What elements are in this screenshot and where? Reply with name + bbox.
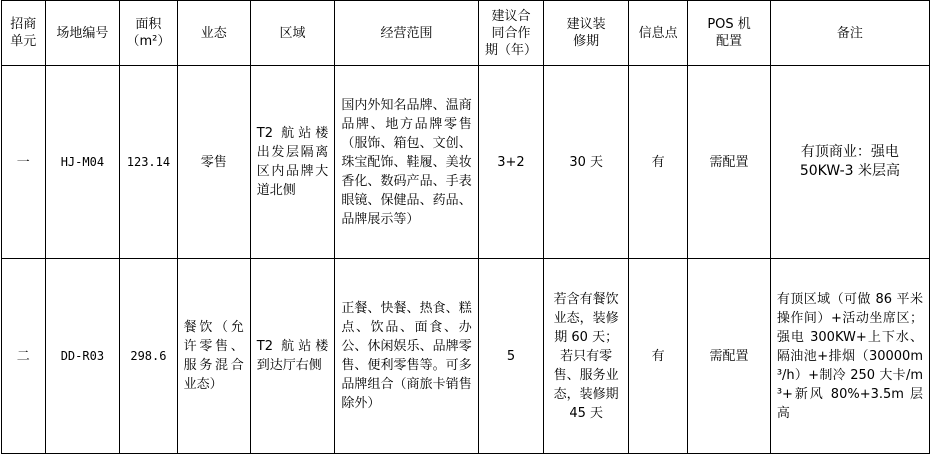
header-area: 面积 （m²）	[120, 1, 177, 66]
header-fitout-period: 建议装 修期	[544, 1, 629, 66]
cell-site-code: HJ-M04	[45, 66, 120, 259]
cell-fitout-period: 若含有餐饮业态，装修期 60 天；若只有零售、服务业态，装修期 45 天	[544, 259, 629, 454]
cell-remarks: 有顶区域（可做 86 平米操作间）+活动坐席区；强电 300KW+上下水、隔油池+排烟（30000m³/h）+制冷 250 大卡/m³+新风 80%+3.5m 层高	[770, 259, 929, 454]
header-remarks: 备注	[770, 1, 929, 66]
cell-contract-term: 5	[478, 259, 544, 454]
cell-site-code: DD-R03	[45, 259, 120, 454]
cell-area: 123.14	[120, 66, 177, 259]
cell-pos: 需配置	[688, 259, 771, 454]
cell-remarks: 有顶商业：强电 50KW-3 米层高	[770, 66, 929, 259]
leasing-table	[1, 0, 930, 454]
header-row	[2, 1, 930, 66]
table-row	[2, 259, 930, 454]
cell-scope: 正餐、快餐、热食、糕点、饮品、面食、办公、休闲娱乐、品牌零售、便利零售等。可多品牌组合（商旅卡销售除外）	[335, 259, 478, 454]
cell-contract-term: 3+2	[478, 66, 544, 259]
header-unit: 招商 单元	[2, 1, 46, 66]
cell-area: 298.6	[120, 259, 177, 454]
header-pos: POS 机 配置	[688, 1, 771, 66]
header-contract-term: 建议合 同合作 期（年）	[478, 1, 544, 66]
header-business: 业态	[177, 1, 250, 66]
header-info-point: 信息点	[629, 1, 688, 66]
cell-info-point: 有	[629, 66, 688, 259]
header-site-code: 场地编号	[45, 1, 120, 66]
header-scope: 经营范围	[335, 1, 478, 66]
cell-info-point: 有	[629, 259, 688, 454]
cell-zone: T2 航站楼出发层隔离区内品牌大道北侧	[250, 66, 335, 259]
header-zone: 区域	[250, 1, 335, 66]
cell-business: 零售	[177, 66, 250, 259]
cell-zone: T2 航站楼到达厅右侧	[250, 259, 335, 454]
cell-fitout-period: 30 天	[544, 66, 629, 259]
cell-scope: 国内外知名品牌、温商品牌、地方品牌零售（服饰、箱包、文创、珠宝配饰、鞋履、美妆香化、数码产品、手表眼镜、保健品、药品、品牌展示等）	[335, 66, 478, 259]
table-row	[2, 66, 930, 259]
cell-business: 餐饮（允许零售、服务混合业态）	[177, 259, 250, 454]
cell-unit: 一	[2, 66, 46, 259]
cell-unit: 二	[2, 259, 46, 454]
cell-pos: 需配置	[688, 66, 771, 259]
